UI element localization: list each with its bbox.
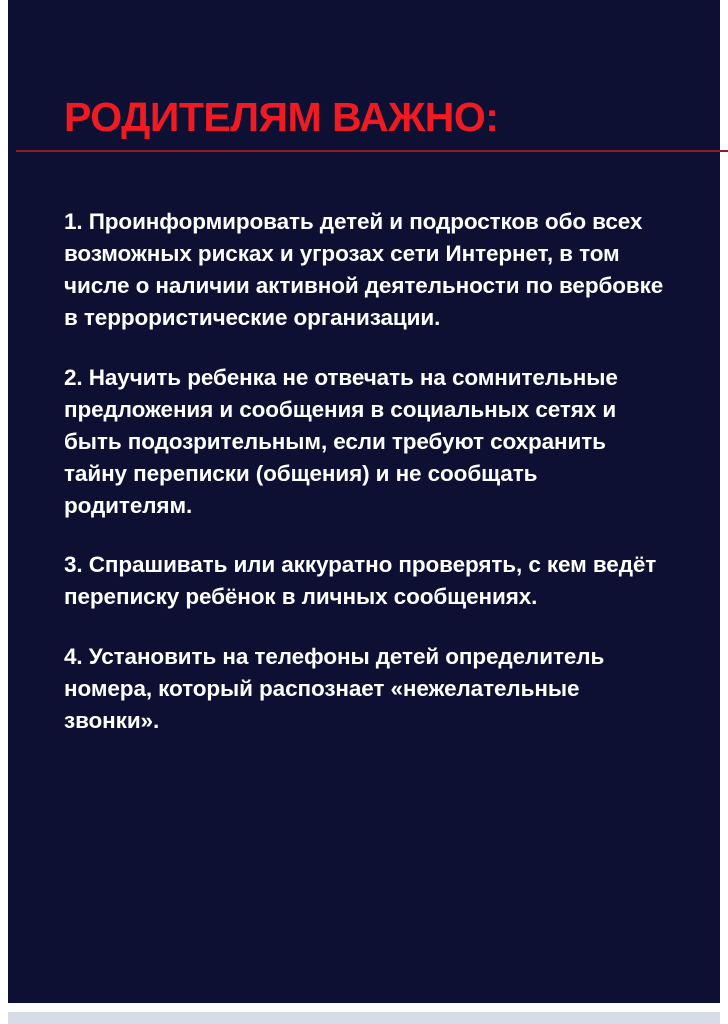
title-divider bbox=[16, 150, 728, 152]
advice-list bbox=[64, 206, 664, 737]
bottom-bar bbox=[8, 1012, 720, 1024]
list-item: 4. Установить на телефоны детей определитель номера, который распознает «нежелательные звонки». bbox=[64, 644, 605, 734]
list-item: 3. Спрашивать или аккуратно проверять, с кем ведёт переписку ребёнок в личных сообщениях. bbox=[64, 552, 657, 610]
list-item: 1. Проинформировать детей и подростков обо всех возможных рисках и угрозах сети Интернет, в том числе о наличии активной деятельности по вербовке в террористические организации. bbox=[64, 209, 664, 330]
page-title: РОДИТЕЛЯМ ВАЖНО: bbox=[64, 94, 499, 140]
list-item: 2. Научить ребенка не отвечать на сомнительные предложения и сообщения в социальных сетях и быть подозрительным, если требуют сохранить тайну переписки (общения) и не сообщать родителям. bbox=[64, 364, 618, 518]
poster-panel bbox=[8, 0, 720, 1003]
